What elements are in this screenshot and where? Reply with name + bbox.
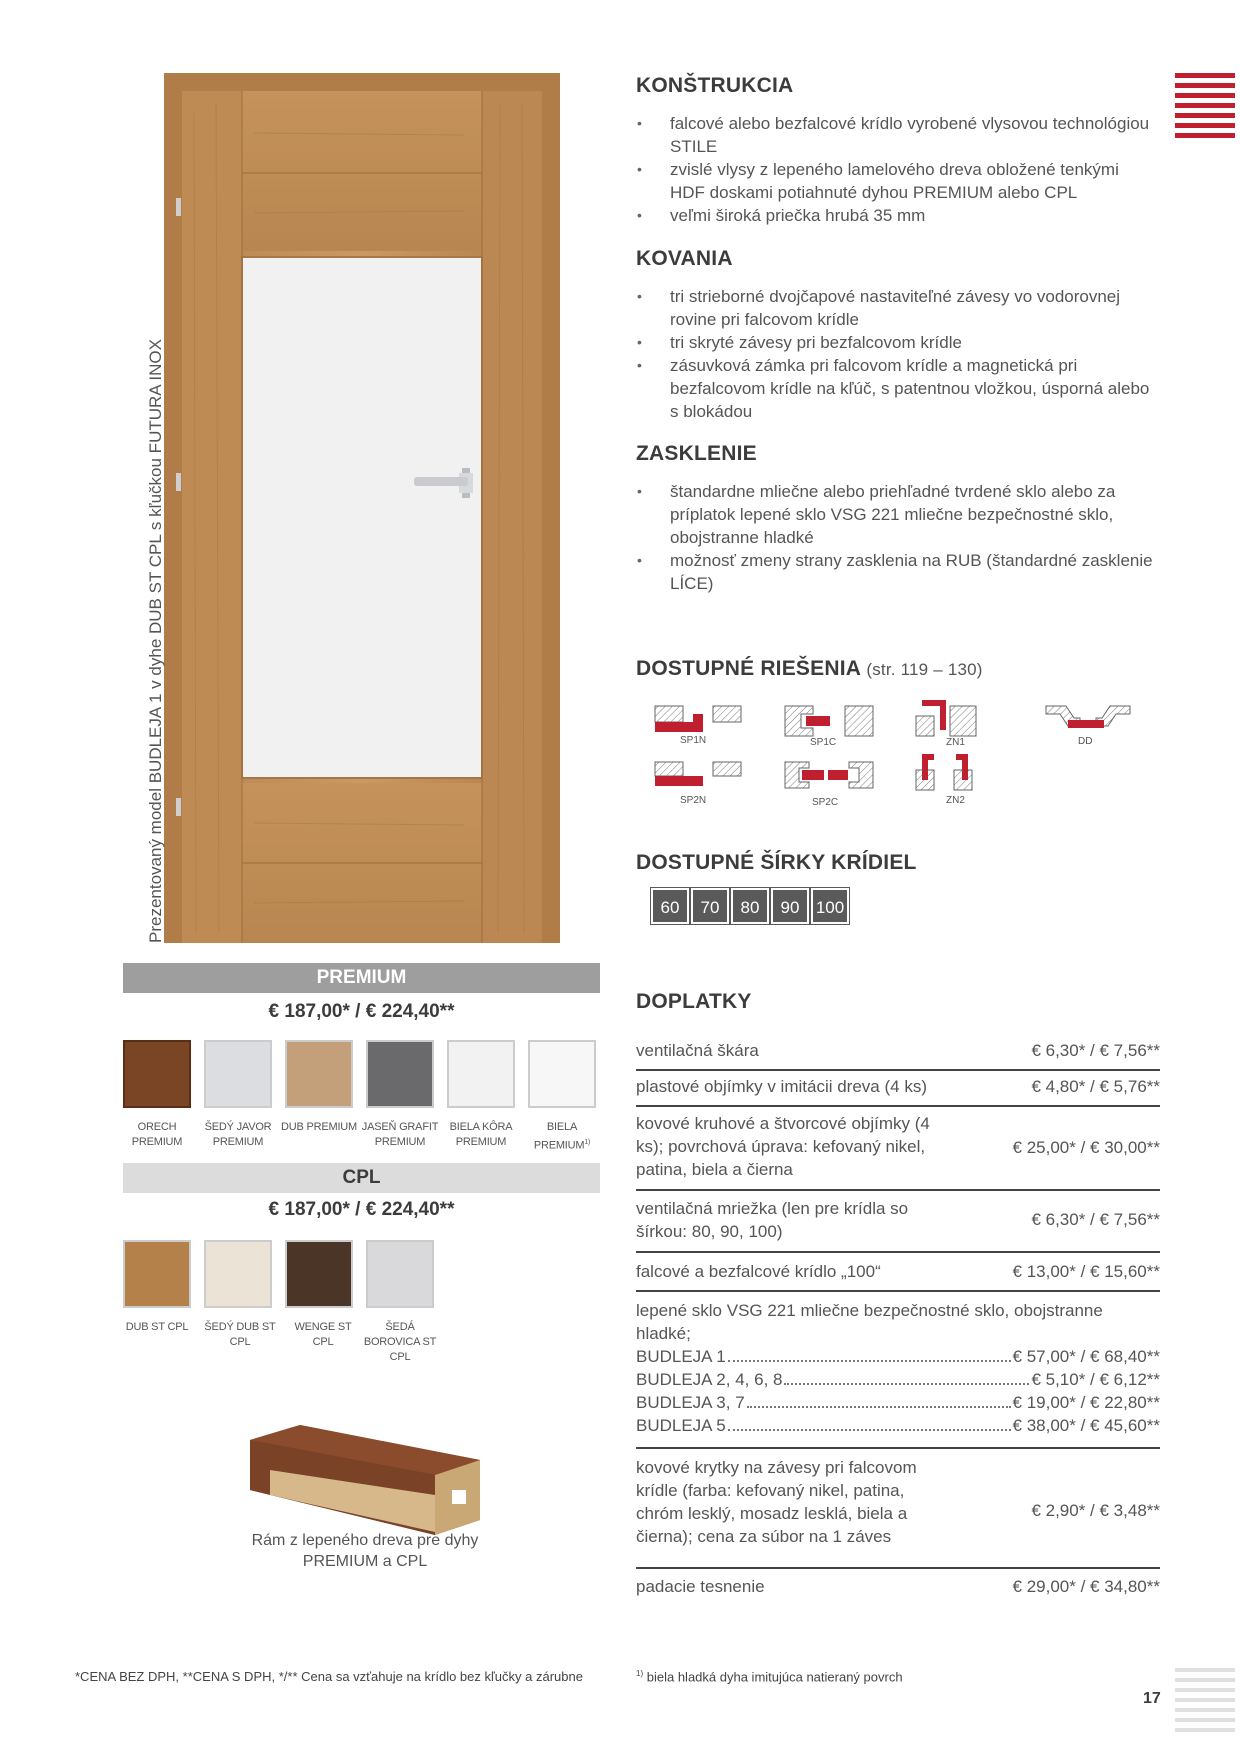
swatch-label: BIELA KÔRA PREMIUM bbox=[449, 1121, 513, 1148]
surcharge-price: € 25,00* / € 30,00** bbox=[1012, 1138, 1160, 1157]
width-60: 60 bbox=[651, 888, 689, 924]
widths-title: DOSTUPNÉ ŠÍRKY KRÍDIEL bbox=[636, 851, 917, 874]
sp1c-diagram bbox=[785, 706, 873, 736]
surcharge-price: € 6,30* / € 7,56** bbox=[1031, 1210, 1160, 1229]
list-item: • zvislé vlysy z lepeného lamelového dreva obložené tenkými HDF doskami potiahnuté dyhou PREMIUM alebo CPL bbox=[636, 158, 1156, 204]
surcharge-row bbox=[636, 1449, 1160, 1569]
swatch-label: ŠEDÝ JAVOR PREMIUM bbox=[204, 1121, 272, 1148]
surcharge-label: ventilačná škára bbox=[636, 1041, 759, 1060]
surcharge-row bbox=[636, 1108, 1160, 1191]
swatch-label: WENGE ST CPL bbox=[294, 1321, 352, 1348]
footnote-marker: 1) bbox=[636, 1669, 644, 1678]
width-90: 90 bbox=[771, 888, 809, 924]
glass-price: € 57,00* / € 68,40** bbox=[1012, 1347, 1160, 1366]
swatch-label: JASEŇ GRAFIT PREMIUM bbox=[361, 1121, 439, 1148]
surcharges-title: DOPLATKY bbox=[636, 990, 752, 1013]
code-dd: DD bbox=[1078, 736, 1093, 747]
glass-price: € 19,00* / € 22,80** bbox=[1012, 1393, 1160, 1412]
swatch-label: ORECH PREMIUM bbox=[131, 1121, 183, 1148]
surcharge-label: ventilačná mriežka (len pre krídla so šírkou: 80, 90, 100) bbox=[636, 1199, 909, 1241]
list-item: • veľmi široká priečka hrubá 35 mm bbox=[636, 204, 1156, 227]
surcharge-label: lepené sklo VSG 221 mliečne bezpečnostné sklo, obojstranne hladké; bbox=[636, 1301, 1103, 1343]
solutions-diagrams bbox=[650, 700, 1150, 815]
glass-model: BUDLEJA 5 bbox=[636, 1416, 726, 1435]
width-70: 70 bbox=[691, 888, 729, 924]
glass-model: BUDLEJA 2, 4, 6, 8 bbox=[636, 1370, 783, 1389]
surcharge-price: € 13,00* / € 15,60** bbox=[1012, 1262, 1160, 1281]
surcharge-price: € 29,00* / € 34,80** bbox=[1012, 1577, 1160, 1596]
swatch-orech bbox=[123, 1040, 191, 1108]
footnote-text: biela hladká dyha imitujúca natieraný povrch bbox=[646, 1669, 903, 1685]
swatch-label: DUB ST CPL bbox=[125, 1321, 189, 1333]
cpl-banner: CPL bbox=[123, 1163, 600, 1193]
swatch-wenge-st bbox=[285, 1240, 353, 1308]
cpl-price: € 187,00* / € 224,40** bbox=[268, 1199, 455, 1220]
door-image bbox=[164, 73, 560, 943]
code-sp1n: SP1N bbox=[680, 735, 707, 746]
glass-price-row bbox=[636, 1391, 1160, 1414]
width-80: 80 bbox=[731, 888, 769, 924]
surcharge-row bbox=[636, 1191, 1160, 1253]
code-sp1c: SP1C bbox=[810, 737, 837, 748]
model-caption: Prezentovaný model BUDLEJA 1 v dyhe DUB ST CPL s kľučkou FUTURA INOX bbox=[146, 339, 165, 943]
surcharge-label: kovové krytky na závesy pri falcovom krídle (farba: kefovaný nikel, patina, chróm lesklý, mosadz lesklá, biela a čierna); cena za súbor na 1 záves bbox=[636, 1458, 917, 1546]
surcharge-label: plastové objímky v imitácii dreva (4 ks) bbox=[636, 1077, 927, 1096]
page-number: 17 bbox=[1143, 1690, 1161, 1707]
swatch-biela-kora bbox=[447, 1040, 515, 1108]
sp2c-diagram bbox=[785, 762, 873, 788]
premium-price: € 187,00* / € 224,40** bbox=[268, 1001, 455, 1022]
surcharge-row bbox=[636, 1253, 1160, 1292]
glass-model: BUDLEJA 3, 7 bbox=[636, 1393, 745, 1412]
surcharge-price: € 2,90* / € 3,48** bbox=[1031, 1501, 1160, 1520]
solutions-title bbox=[636, 657, 983, 681]
code-zn1: ZN1 bbox=[946, 737, 965, 748]
surcharge-row-glass bbox=[636, 1293, 1160, 1449]
sp1n-diagram bbox=[655, 706, 741, 732]
surcharge-price: € 4,80* / € 5,76** bbox=[1031, 1077, 1160, 1096]
swatch-dub-st bbox=[123, 1240, 191, 1308]
construction-list bbox=[636, 112, 1156, 227]
glazing-title: ZASKLENIE bbox=[636, 442, 757, 465]
surcharge-label: kovové kruhové a štvorcové objímky (4 ks); povrchová úprava: kefovaný nikel, patina, biela a čierna bbox=[636, 1114, 930, 1179]
hardware-list bbox=[636, 285, 1156, 423]
code-sp2c: SP2C bbox=[812, 797, 839, 808]
surcharge-row bbox=[636, 1071, 1160, 1107]
list-item: • tri skryté závesy pri bezfalcovom krídle bbox=[636, 331, 1156, 354]
glass-price: € 38,00* / € 45,60** bbox=[1012, 1416, 1160, 1435]
zn1-diagram bbox=[916, 700, 976, 736]
swatch-sedy-javor bbox=[204, 1040, 272, 1108]
swatch-label: ŠEDÝ DUB ST CPL bbox=[204, 1321, 276, 1348]
list-item: • možnosť zmeny strany zasklenia na RUB (štandardné zasklenie LÍCE) bbox=[636, 549, 1156, 595]
list-item: • tri strieborné dvojčapové nastaviteľné závesy vo vodorovnej rovine pri falcovom krídle bbox=[636, 285, 1156, 331]
glass-price: € 5,10* / € 6,12** bbox=[1031, 1370, 1160, 1389]
swatch-label: ŠEDÁ BOROVICA ST CPL bbox=[363, 1321, 437, 1363]
solutions-note: (str. 119 – 130) bbox=[866, 660, 983, 679]
swatch-label: DUB PREMIUM bbox=[280, 1121, 358, 1133]
swatch-label-biela bbox=[522, 1120, 602, 1154]
surcharge-label: falcové a bezfalcové krídlo „100“ bbox=[636, 1262, 881, 1281]
zn2-diagram bbox=[916, 754, 972, 790]
swatch-jasen-grafit bbox=[366, 1040, 434, 1108]
hardware-title: KOVANIA bbox=[636, 247, 733, 270]
glass-price-row bbox=[636, 1368, 1160, 1391]
swatch-label-text: BIELA PREMIUM bbox=[533, 1121, 585, 1152]
construction-title: KONŠTRUKCIA bbox=[636, 74, 794, 97]
frame-profile-image bbox=[240, 1420, 490, 1540]
footnote-marker: 1) bbox=[584, 1139, 591, 1146]
list-item: • falcové alebo bezfalcové krídlo vyrobené vlysovou technológiou STILE bbox=[636, 112, 1156, 158]
glazing-list bbox=[636, 480, 1156, 595]
swatch-biela bbox=[528, 1040, 596, 1108]
footer-footnote bbox=[636, 1669, 903, 1684]
frame-caption: Rám z lepeného dreva pre dyhy PREMIUM a CPL bbox=[251, 1532, 479, 1570]
surcharge-row-last bbox=[636, 1577, 1160, 1597]
code-zn2: ZN2 bbox=[946, 795, 965, 806]
premium-banner: PREMIUM bbox=[123, 963, 600, 993]
glass-model: BUDLEJA 1 bbox=[636, 1347, 726, 1366]
glass-price-row bbox=[636, 1414, 1160, 1437]
glass-price-row bbox=[636, 1345, 1160, 1368]
dd-diagram bbox=[1046, 706, 1130, 728]
footer-price-note: *CENA BEZ DPH, **CENA S DPH, */** Cena sa vzťahuje na krídlo bez kľučky a zárubne bbox=[75, 1669, 583, 1684]
surcharge-price: € 6,30* / € 7,56** bbox=[1031, 1041, 1160, 1060]
list-item: • zásuvková zámka pri falcovom krídle a magnetická pri bezfalcovom krídle na kľúč, s patentnou vložkou, úsporná alebo s blokádou bbox=[636, 354, 1156, 423]
swatch-dub bbox=[285, 1040, 353, 1108]
swatch-sedy-dub-st bbox=[204, 1240, 272, 1308]
code-sp2n: SP2N bbox=[680, 795, 707, 806]
swatch-seda-borovica-st bbox=[366, 1240, 434, 1308]
width-100: 100 bbox=[811, 888, 849, 924]
solutions-title-text: DOSTUPNÉ RIEŠENIA bbox=[636, 657, 861, 680]
list-item: • štandardne mliečne alebo priehľadné tvrdené sklo alebo za príplatok lepené sklo VSG 221 mliečne bezpečnostné sklo, obojstranne hladké bbox=[636, 480, 1156, 549]
glass-price-list bbox=[636, 1345, 1160, 1437]
surcharge-label: padacie tesnenie bbox=[636, 1577, 765, 1596]
surcharge-row bbox=[636, 1035, 1160, 1071]
sp2n-diagram bbox=[655, 762, 741, 786]
